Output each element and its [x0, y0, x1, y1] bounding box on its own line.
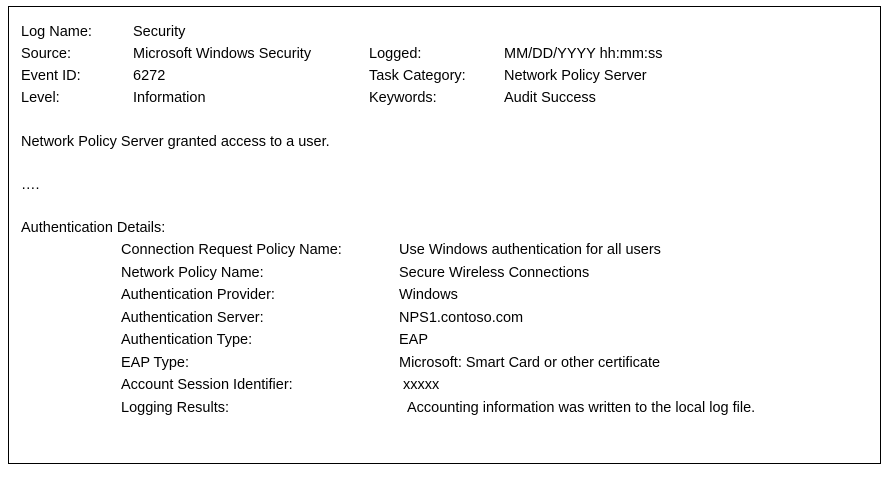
event-id-label: Event ID: [21, 68, 81, 84]
network-policy-name-label: Network Policy Name: [121, 264, 264, 281]
logged-value: MM/DD/YYYY hh:mm:ss [504, 46, 663, 62]
detail-row [21, 352, 868, 375]
log-name-label: Log Name: [21, 24, 92, 40]
keywords-value: Audit Success [504, 90, 596, 106]
level-value: Information [133, 90, 206, 106]
detail-row [21, 329, 868, 352]
authentication-server-label: Authentication Server: [121, 309, 264, 326]
log-name-value: Security [133, 24, 186, 40]
authentication-details-title: Authentication Details: [21, 220, 166, 236]
authentication-provider-value: Windows [399, 287, 458, 303]
authentication-type-value: EAP [399, 332, 429, 348]
detail-row [21, 397, 868, 420]
authentication-details-list [21, 239, 868, 419]
eap-type-label: EAP Type: [121, 354, 189, 371]
detail-row [21, 374, 868, 397]
header-row-level [21, 87, 868, 109]
header-row-log-name [21, 21, 868, 43]
event-details-panel [8, 6, 881, 464]
spacer-after-ellipsis [21, 196, 868, 217]
event-ellipsis: …. [21, 177, 40, 193]
event-description: Network Policy Server granted access to a user. [21, 134, 330, 150]
detail-row [21, 239, 868, 262]
header-row-event-id [21, 65, 868, 87]
header-row-source [21, 43, 868, 65]
account-session-identifier-value: xxxxx [403, 377, 440, 393]
task-category-label: Task Category: [369, 68, 466, 84]
detail-row [21, 262, 868, 285]
detail-row [21, 307, 868, 330]
account-session-identifier-label: Account Session Identifier: [121, 377, 293, 393]
eap-type-value: Microsoft: Smart Card or other certificate [399, 354, 661, 371]
connection-request-policy-name-label: Connection Request Policy Name: [121, 242, 342, 258]
logging-results-label: Logging Results: [121, 399, 230, 416]
logging-results-value: Accounting information was written to the local log file. [407, 399, 756, 416]
authentication-type-label: Authentication Type: [121, 332, 253, 348]
authentication-provider-label: Authentication Provider: [121, 287, 275, 303]
source-value: Microsoft Windows Security [133, 46, 312, 62]
network-policy-name-value: Secure Wireless Connections [399, 264, 590, 281]
logged-label: Logged: [369, 46, 422, 62]
source-label: Source: [21, 46, 71, 62]
event-id-value: 6272 [133, 68, 166, 84]
level-label: Level: [21, 90, 60, 106]
connection-request-policy-name-value: Use Windows authentication for all users [399, 242, 661, 258]
spacer-after-header [21, 109, 868, 131]
task-category-value: Network Policy Server [504, 68, 647, 84]
detail-row [21, 284, 868, 307]
event-header [21, 21, 868, 109]
authentication-server-value: NPS1.contoso.com [399, 309, 524, 326]
keywords-label: Keywords: [369, 90, 437, 106]
spacer-after-description [21, 153, 868, 174]
